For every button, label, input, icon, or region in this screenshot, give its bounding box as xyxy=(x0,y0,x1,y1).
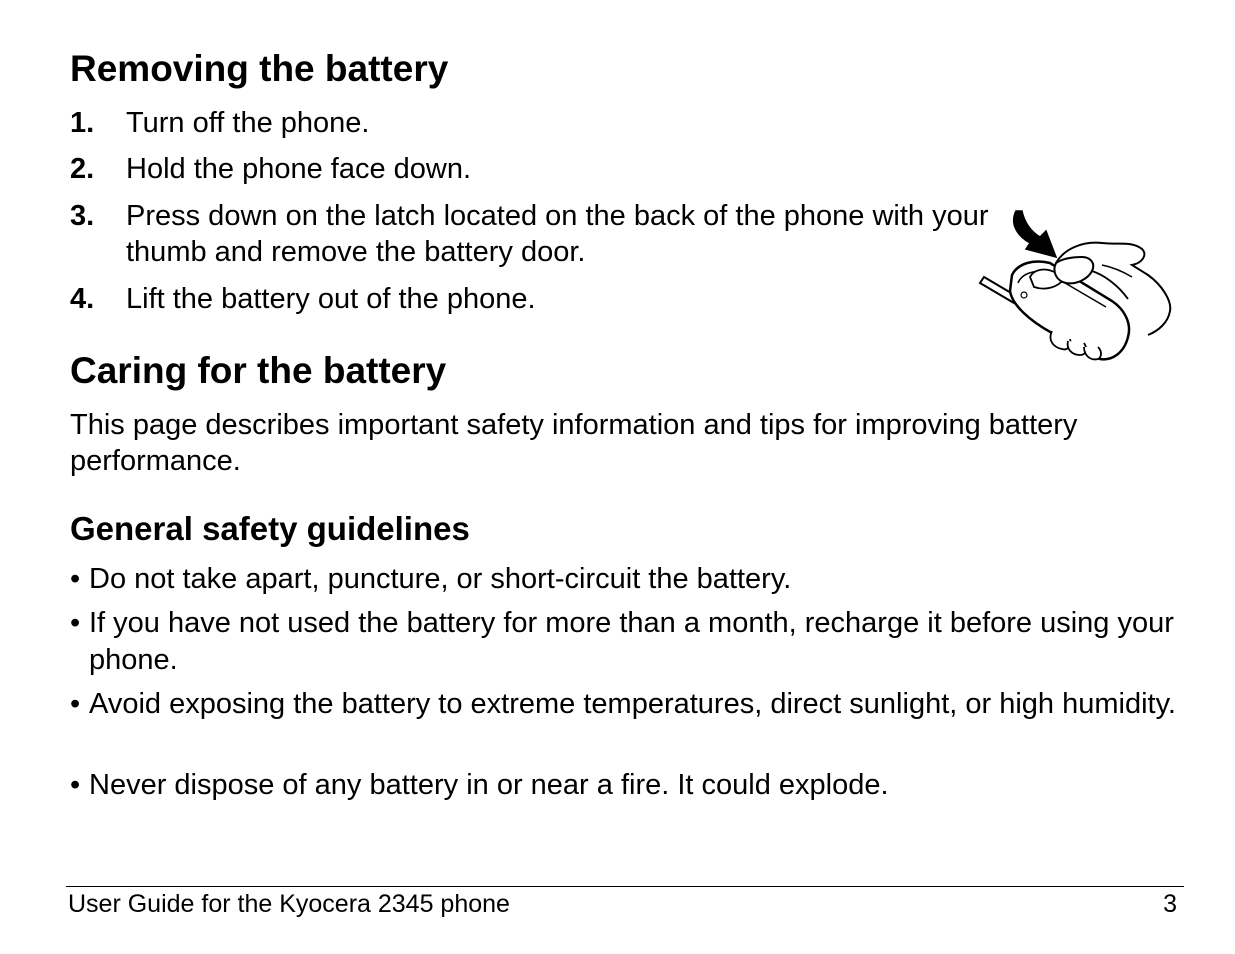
bullet-text: Never dispose of any battery in or near a fire. It could explode. xyxy=(89,769,889,801)
footer-divider xyxy=(66,886,1184,887)
footer-title: User Guide for the Kyocera 2345 phone xyxy=(68,890,510,918)
heading-general-safety: General safety guidelines xyxy=(70,510,470,547)
step-text: Press down on the latch located on the back of the phone with your thumb and remove the battery door. xyxy=(126,200,989,268)
step-number: 2. xyxy=(70,153,95,185)
heading-caring-battery: Caring for the battery xyxy=(70,350,447,391)
press-arrow-icon xyxy=(1014,211,1056,257)
step-text: Lift the battery out of the phone. xyxy=(126,283,536,315)
bullet-dot: • xyxy=(70,563,81,595)
bullet-text: Do not take apart, puncture, or short-circuit the battery. xyxy=(89,563,792,595)
bullet-text: If you have not used the battery for more than a month, recharge it before using your phone. xyxy=(89,607,1174,676)
bullet-dot: • xyxy=(70,769,81,801)
caring-intro-paragraph: This page describes important safety information and tips for improving battery performance. xyxy=(70,409,1078,477)
step-text: Turn off the phone. xyxy=(126,107,370,139)
page-number: 3 xyxy=(1163,890,1177,918)
heading-removing-battery: Removing the battery xyxy=(70,48,449,89)
bullet-text: Avoid exposing the battery to extreme temperatures, direct sunlight, or high humidity. xyxy=(89,688,1176,720)
step-text: Hold the phone face down. xyxy=(126,153,472,185)
phone-battery-door-illustration xyxy=(972,205,1178,375)
bullet-dot: • xyxy=(70,688,81,720)
thumb-icon xyxy=(1054,257,1093,283)
step-number: 3. xyxy=(70,200,95,232)
bullet-dot: • xyxy=(70,607,81,639)
step-number: 4. xyxy=(70,283,95,315)
step-number: 1. xyxy=(70,107,95,139)
